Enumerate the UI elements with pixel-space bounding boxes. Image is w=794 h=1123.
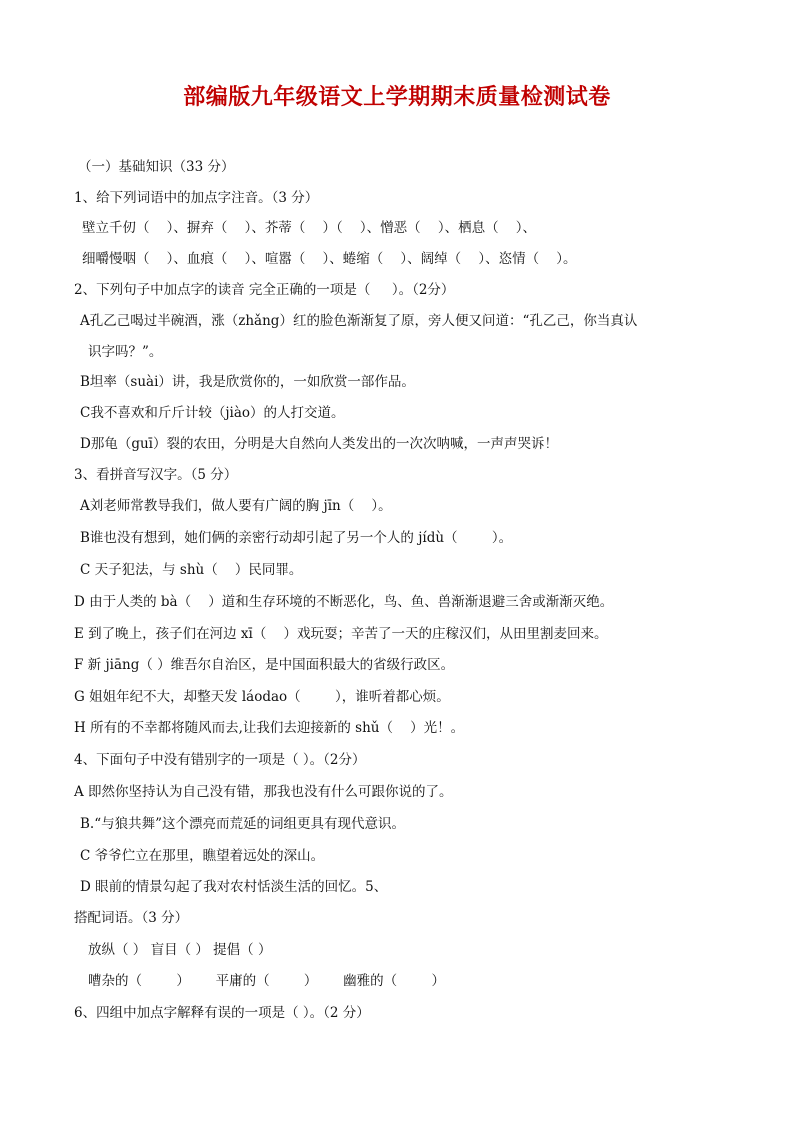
question-6-prompt: 6、四组中加点字解释有误的一项是（ ）。（2 分） <box>74 1005 370 1021</box>
section-heading-basic-knowledge: （一）基础知识（33 分） <box>78 159 235 175</box>
page-title: 部编版九年级语文上学期期末质量检测试卷 <box>183 85 611 110</box>
question-3-item-a: A刘老师常教导我们，做人要有广阔的胸 jīn（ ）。 <box>80 498 392 514</box>
question-2-option-c: C我不喜欢和斤斤计较（jiào）的人打交道。 <box>80 405 345 421</box>
question-4-option-a: A 即然你坚持认为自己没有错，那我也没有什么可跟你说的了。 <box>74 784 453 800</box>
question-5-verbs-row: 放纵（ ） 盲目（ ） 提倡（ ） <box>88 942 272 958</box>
question-1-words-row-1: 壁立千仞（ ）、摒弃（ ）、芥蒂（ ）（ ）、憎恶（ ）、栖息（ ）、 <box>82 220 536 236</box>
question-2-option-d: D那龟（guī）裂的农田，分明是大自然向人类发出的一次次呐喊，一声声哭诉！ <box>80 436 558 452</box>
question-4-option-b: B.“与狼共舞”这个漂亮而荒延的词组更具有现代意识。 <box>80 816 406 832</box>
question-5-adjectives-row: 嘈杂的（ ） 平庸的（ ） 幽雅的（ ） <box>88 973 445 989</box>
question-3-prompt: 3、看拼音写汉字。（5 分） <box>74 467 238 483</box>
question-3-item-b: B谁也没有想到，她们俩的亲密行动却引起了另一个人的 jídù（ ）。 <box>80 530 513 546</box>
question-1-words-row-2: 细嚼慢咽（ ）、血痕（ ）、喧嚣（ ）、蜷缩（ ）、阔绰（ ）、恣情（ ）。 <box>82 251 577 267</box>
question-3-item-h: H 所有的不幸都将随风而去,让我们去迎接新的 shǔ（ ）光！。 <box>74 720 465 736</box>
question-4-prompt: 4、下面句子中没有错别字的一项是（ ）。（2分） <box>74 752 366 768</box>
question-2-option-a-continued: 识字吗？”。 <box>88 344 163 360</box>
question-3-item-d: D 由于人类的 bà（ ）道和生存环境的不断恶化，鸟、鱼、兽渐渐退避三舍或渐渐灭绝。 <box>74 594 614 610</box>
question-2-option-a: A孔乙己喝过半碗酒，涨（zhǎng）红的脸色渐渐复了原，旁人便又问道：“孔乙己，你当真认 <box>80 313 638 329</box>
question-1-prompt: 1、给下列词语中的加点字注音。（3 分） <box>74 190 319 206</box>
question-2-option-b: B坦率（suài）讲，我是欣赏你的，一如欣赏一部作品。 <box>80 374 415 390</box>
question-3-item-e: E 到了晚上，孩子们在河边 xī（ ）戏玩耍；辛苦了一天的庄稼汉们，从田里割麦回来。 <box>74 626 608 642</box>
question-3-item-g: G 姐姐年纪不大，却整天发 láodao（ ），谁听着都心烦。 <box>74 689 450 705</box>
question-3-item-c: C 天子犯法，与 shù（ ）民同罪。 <box>80 562 303 578</box>
question-3-item-f: F 新 jiāng（ ）维吾尔自治区，是中国面积最大的省级行政区。 <box>74 657 455 673</box>
question-4-option-c: C 爷爷伫立在那里，瞧望着远处的深山。 <box>80 848 325 864</box>
question-4-option-d: D 眼前的情景勾起了我对农村恬淡生活的回忆。5、 <box>80 879 388 895</box>
question-2-prompt: 2、下列句子中加点字的读音 完全正确的一项是（ ）。（2分） <box>74 282 455 298</box>
question-5-prompt: 搭配词语。（3 分） <box>74 910 189 926</box>
